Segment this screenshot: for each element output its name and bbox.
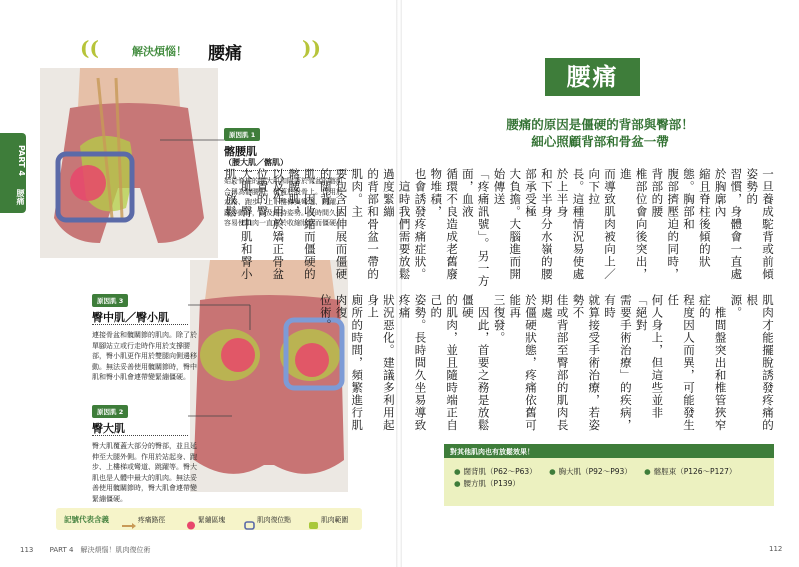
desc-line: 踢等動作，以及維持姿勢。長時間久坐 [224,208,343,217]
bracket-open: (( [80,36,99,60]
related-item: ● 腰方肌（P139） [454,479,520,488]
desc-line: 步、上樓梯或彎道、跳躍等。臀大 [92,463,197,471]
desc-line: 容易使肌肉一直處於收縮狀態而僵硬。 [224,219,343,227]
related-item: ● 胸大肌（P92〜P93） [549,467,632,476]
body-column: 就算接受手術治療，若姿勢不 [571,294,602,432]
body-column: 何人身上，但這些並非「絕對 [634,294,665,419]
reset-point-swatch [244,515,255,534]
body-column: 一旦養成駝背或前傾姿勢的 [745,168,775,281]
body-column: 肌肉才能擺脫誘發疼痛的根 [745,294,775,432]
desc-line: 臀大肌覆蓋大部分的臀部，並且延 [92,442,197,450]
body-column: 因此，首要之務是放鬆僵硬 [460,294,491,432]
body-column: 於僵硬狀態，疼痛依舊可能再 [508,294,539,432]
body-column: 腹部擠壓迫的同時，背部的腰 [650,168,681,281]
body-column: 位術。 [318,294,333,332]
page-number-right: 112 [769,545,783,553]
related-muscles [444,458,774,506]
page-number-left: 113 [20,546,34,554]
body-column: 習慣，身體會一直處於胸廓內 [713,168,744,281]
desc-line: 連接骨盆和髖關節的肌肉。除了於 [92,331,197,339]
body-column: 狀況惡化。建議多利用起身上 [366,294,396,432]
pain-path-swatch [122,515,136,534]
legend-item-tension: 緊繃區塊 [198,516,226,524]
legend-item-reset-point: 肌肉復位點 [257,516,291,524]
desc-line: 伸至大腿外側。作用於站起身、跑 [92,452,197,461]
muscle-tag-3: 原因肌 3 [92,294,128,307]
subtitle-line-1: 腰痛的原因是僵硬的背部與臀部！ [506,117,694,132]
muscle-tag-1: 原因肌 1 [224,128,260,141]
desc-line: 合稱為髂腰肌，覆蓋於股骨上。作用於 [224,187,343,196]
desc-line: 肌也是人體中最大的肌肉。無法妥 [92,473,197,482]
muscle-sub-1: （腰大肌／髂肌） [224,158,288,167]
body-column: 要包含因伸展而僵硬的闊背 [318,168,349,281]
desc-line: 動。無法妥善使用髖關節時，臀中 [92,362,197,371]
desc-line: 肌和臀小肌會連帶變緊繃僵硬。 [92,373,190,381]
body-column: 佳或背部至臀部的肌肉長期處 [539,294,570,432]
body-column: 廁所的時間，頻繁進行肌肉復 [334,294,365,432]
legend-title: 記號代表含義 [64,515,109,524]
body-column: 長。這種情況易使處於上半身 [555,168,586,281]
page-title: 腰痛 [545,58,640,96]
body-column: 以及作用於矯正骨盆位置的臀 [255,168,286,281]
body-column: 姿勢。長時間久坐易導致疼痛 [397,294,428,432]
body-column: 大負擔。大腦進而開始傳送 [492,168,523,281]
muscle-name-2: 臀大肌 [92,422,125,435]
related-heading: 對其他肌肉也有放鬆效果！ [444,444,774,458]
body-text-bottom [318,294,775,432]
part-label: PART 4 [17,145,26,176]
related-item: ● 髂脛束（P126〜P127） [644,467,737,476]
body-column: 椎間盤突出和椎管狹窄症的 [697,294,728,432]
body-column: 這時我們需要放鬆過度緊繃 [381,168,412,281]
section-title: PART 4 解決煩惱！肌肉復位術 [49,546,151,554]
part-subject: 腰痛 [16,189,25,205]
desc-line: 緊繃僵硬。 [92,494,127,503]
muscle-name-3: 臀中肌／臀小肌 [92,311,169,324]
body-column: 的肌肉，並且隨時端正自己的 [429,294,460,432]
body-column: 程度因人而異，可能發生任 [666,294,697,432]
header-title: 腰痛 [208,44,242,64]
related-item: ● 闊背肌（P62〜P63） [454,467,537,476]
body-column: 大肌、臀中肌和臀小肌。放鬆 [223,168,254,281]
muscle-name-1: 髂腰肌 [224,145,257,158]
body-column: 而導致肌肉被向上／向下拉 [587,168,618,281]
body-column: 「疼痛訊號」。另一方面，血液 [460,168,491,288]
body-column: 肌、因收縮而僵硬的髂腰肌， [287,168,317,281]
desc-line: 單腳站立或行走時作用於支撐腰 [92,341,190,350]
header-prefix: 解決煩惱！ [132,45,187,58]
subtitle-line-2: 細心照顧背部和骨盆一帶 [531,134,669,149]
muscle-range-swatch [308,515,319,534]
body-column: 縮且脊柱後傾的狀態。胸部和 [682,168,712,268]
body-column: 椎部位會向後突出，進 [618,168,649,281]
body-column: 循環不良造成老舊廢物堆積， [429,168,460,281]
desc-line: 善使用髖關節時，臀大肌會連帶變 [92,484,197,492]
legend-item-muscle-range: 肌肉範圍 [321,516,349,524]
body-column: 的背部和骨盆一帶的肌肉。主 [350,168,381,281]
desc-line: 走路、跑步、上下樓梯與彎道、跳躍、 [224,198,343,206]
body-column: 需要手術治療」的疾病，有時 [603,294,633,432]
muscle-tag-2: 原因肌 2 [92,405,128,418]
body-column: 也會誘發疼痛症狀。 [413,168,428,281]
body-column: 源。 [729,294,744,319]
body-column: 三復發。 [492,294,507,344]
tension-swatch [186,515,196,534]
legend-item-pain-path: 疼痛路徑 [138,516,166,524]
desc-line: 始於脊椎的腰大肌和附著於骨盆的髂肌 [224,177,343,185]
legend [56,508,362,530]
bracket-close: )) [302,36,321,60]
desc-line: 部，臀小肌更作用於雙腿向側邊移 [92,352,197,360]
footer-left [20,545,150,555]
body-column: 和下半身分水嶺的腰部承受極 [524,168,554,281]
